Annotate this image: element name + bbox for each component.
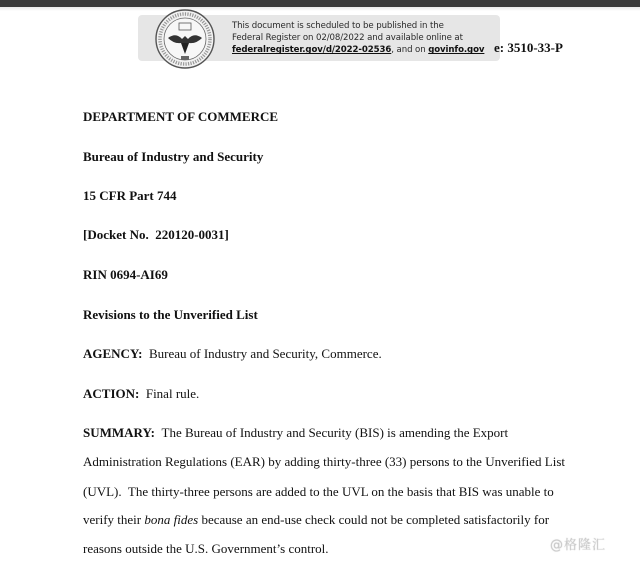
agency-label: AGENCY: [83, 346, 143, 361]
action-line [83, 386, 199, 402]
action-text: Final rule. [145, 386, 200, 401]
rin-number: RIN 0694-AI69 [83, 267, 168, 282]
govinfo-link[interactable]: govinfo.gov [428, 45, 485, 56]
docket-number: [Docket No. 220120-0031] [83, 227, 229, 242]
notice-line-1: This document is scheduled to be published in the [232, 21, 444, 31]
billing-code: e: 3510-33-P [494, 40, 563, 55]
action-label: ACTION: [83, 386, 140, 401]
summary-line-2: Administration Regulations (EAR) by adding thirty-three (33) persons to the Unverified List [83, 454, 565, 469]
watermark: @格隆汇 [550, 538, 607, 553]
top-bar-shadow [0, 7, 640, 11]
summary-line-5: reasons outside the U.S. Government’s control. [83, 541, 329, 556]
national-archives-seal-icon [154, 8, 216, 70]
document-title: Revisions to the Unverified List [83, 307, 258, 322]
notice-line-3: federalregister.gov/d/2022-02536, and on govinfo.gov [232, 45, 485, 56]
bureau-heading: Bureau of Industry and Security [83, 149, 264, 164]
cfr-heading: 15 CFR Part 744 [83, 188, 177, 203]
summary-label: SUMMARY: [83, 425, 156, 440]
summary-line-3: (UVL). The thirty-three persons are added to the UVL on the basis that BIS was unable to [83, 484, 554, 499]
agency-text: Bureau of Industry and Security, Commerce. [148, 346, 382, 361]
federalregister-link[interactable]: federalregister.gov/d/2022-02536 [232, 45, 392, 56]
department-heading: DEPARTMENT OF COMMERCE [83, 109, 279, 124]
notice-line-2: Federal Register on 02/08/2022 and available online at [232, 33, 463, 44]
publication-notice [232, 20, 502, 57]
bona-fides-italic: bona fides [144, 512, 199, 527]
top-bar [0, 0, 640, 7]
summary-line-1: SUMMARY: The Bureau of Industry and Security (BIS) is amending the Export [83, 425, 509, 440]
summary-line-4: verify their bona fides because an end-use check could not be completed satisfactorily for [83, 512, 550, 527]
agency-line [83, 346, 382, 362]
